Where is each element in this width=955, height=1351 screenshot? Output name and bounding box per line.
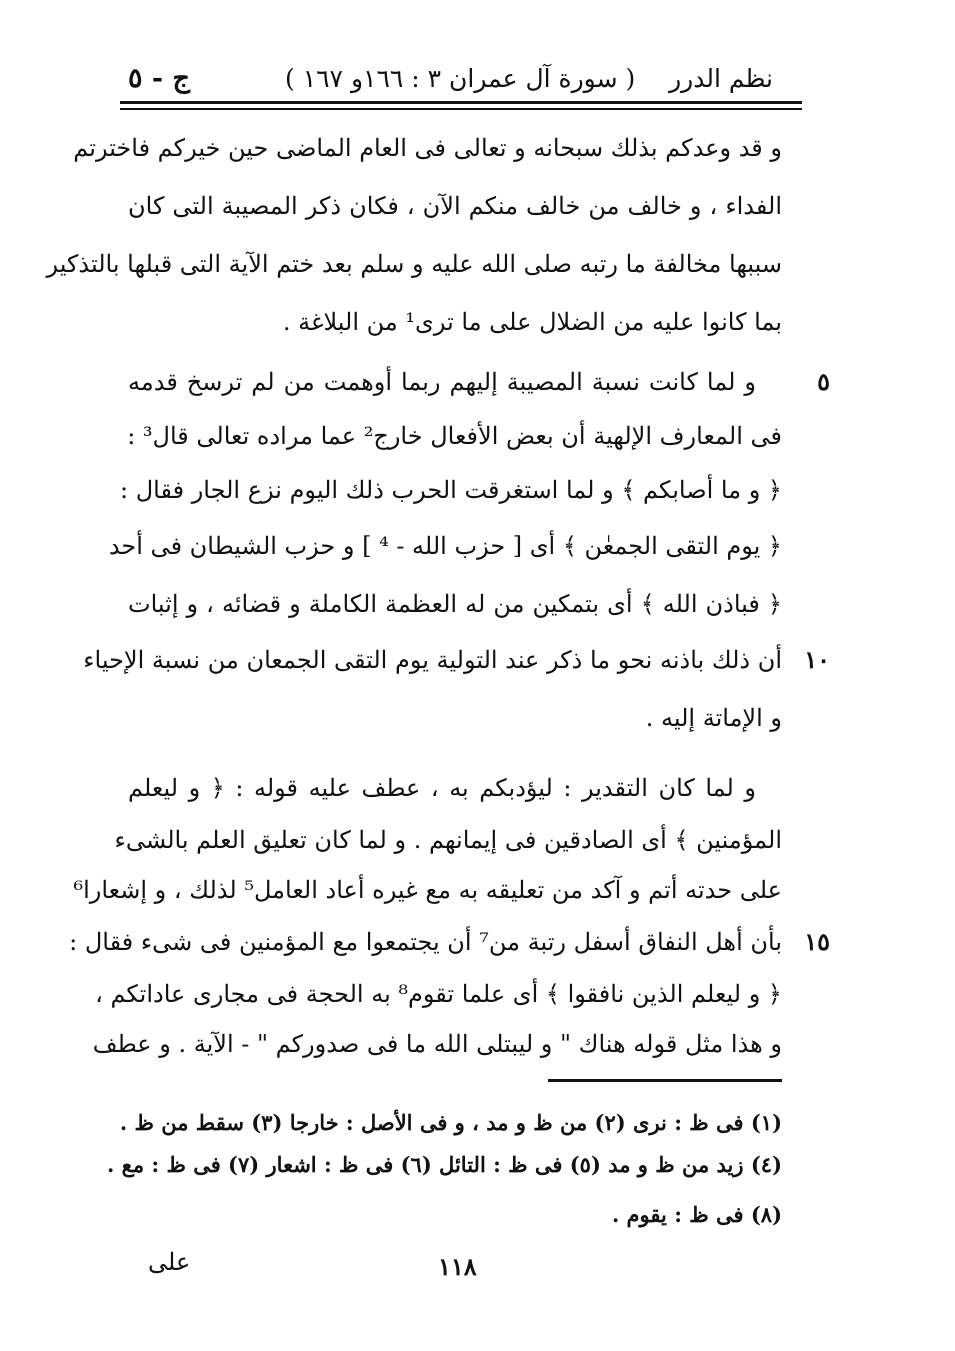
text-line-2: الفداء ، و خالف من خالف منكم الآن ، فكان ذكر المصيبة التى كان <box>128 192 782 220</box>
text-line-3: سببها مخالفة ما رتبه صلى الله عليه و سلم بعد ختم الآية التى قبلها بالتذكير <box>46 250 782 278</box>
footnote-line-3: (٨) فى ظ : يقوم . <box>611 1202 782 1227</box>
line-number-5: ٥ <box>817 367 830 396</box>
text-line-14: على حدته أتم و آكد من تعليقه به مع غيره أعاد العامل⁵ لذلك ، و إشعارا⁶ <box>73 876 782 904</box>
text-line-8: ﴿ يوم التقى الجمعٰن ﴾ أى [ حزب الله - ⁴ ] و حزب الشيطان فى أحد <box>108 532 782 560</box>
header-rule-bottom <box>120 108 802 110</box>
text-line-5: و لما كانت نسبة المصيبة إليهم ربما أوهمت من لم ترسخ قدمه <box>128 368 756 396</box>
page-number: ١١٨ <box>438 1252 477 1281</box>
surah-reference: ( سورة آل عمران ٣ : ١٦٦و ١٦٧ ) <box>285 64 636 93</box>
part-number: ج - ٥ <box>128 63 190 94</box>
catchword: على <box>148 1248 191 1276</box>
text-line-6: فى المعارف الإلهية أن بعض الأفعال خارج² عما مراده تعالى قال³ : <box>127 422 782 450</box>
header-rule-top <box>120 101 802 104</box>
footnote-line-1: (١) فى ظ : نرى (٢) من ظ و مد ، و فى الأصل : خارجا (٣) سقط من ظ . <box>119 1110 782 1135</box>
text-line-16: ﴿ و ليعلم الذين نافقوا ﴾ أى علما تقوم⁸ به الحجة فى مجارى عاداتكم ، <box>95 980 782 1008</box>
footnote-line-2: (٤) زيد من ظ و مد (٥) فى ظ : التائل (٦) فى ظ : اشعار (٧) فى ظ : مع . <box>107 1152 782 1177</box>
text-line-17: و هذا مثل قوله هناك " و ليبتلى الله ما فى صدوركم " - الآية . و عطف <box>92 1030 782 1058</box>
text-line-1: و قد وعدكم بذلك سبحانه و تعالى فى العام الماضى حين خيركم فاخترتم <box>73 134 782 162</box>
line-number-15: ١٥ <box>804 927 830 956</box>
text-line-9: ﴿ فباذن الله ﴾ أى بتمكين من له العظمة الكاملة و قضائه ، و إثبات <box>128 590 782 618</box>
footnote-separator <box>548 1079 782 1082</box>
text-line-13: المؤمنين ﴾ أى الصادقين فى إيمانهم . و لما كان تعليق العلم بالشىء <box>114 826 782 854</box>
text-line-12: و لما كان التقدير : ليؤدبكم به ، عطف عليه قوله : ﴿ و ليعلم <box>128 774 756 802</box>
text-line-4: بما كانوا عليه من الضلال على ما ترى¹ من البلاغة . <box>282 308 782 336</box>
text-line-7: ﴿ و ما أصابكم ﴾ و لما استغرقت الحرب ذلك اليوم نزع الجار فقال : <box>119 476 782 504</box>
text-line-10: أن ذلك باذنه نحو ما ذكر عند التولية يوم التقى الجمعان من نسبة الإحياء <box>83 646 782 674</box>
line-number-10: ١٠ <box>804 645 830 674</box>
text-line-11: و الإماتة إليه . <box>645 704 782 732</box>
book-title: نظم الدرر <box>669 64 773 93</box>
text-line-15: بأن أهل النفاق أسفل رتبة من⁷ أن يجتمعوا مع المؤمنين فى شىء فقال : <box>69 928 782 956</box>
